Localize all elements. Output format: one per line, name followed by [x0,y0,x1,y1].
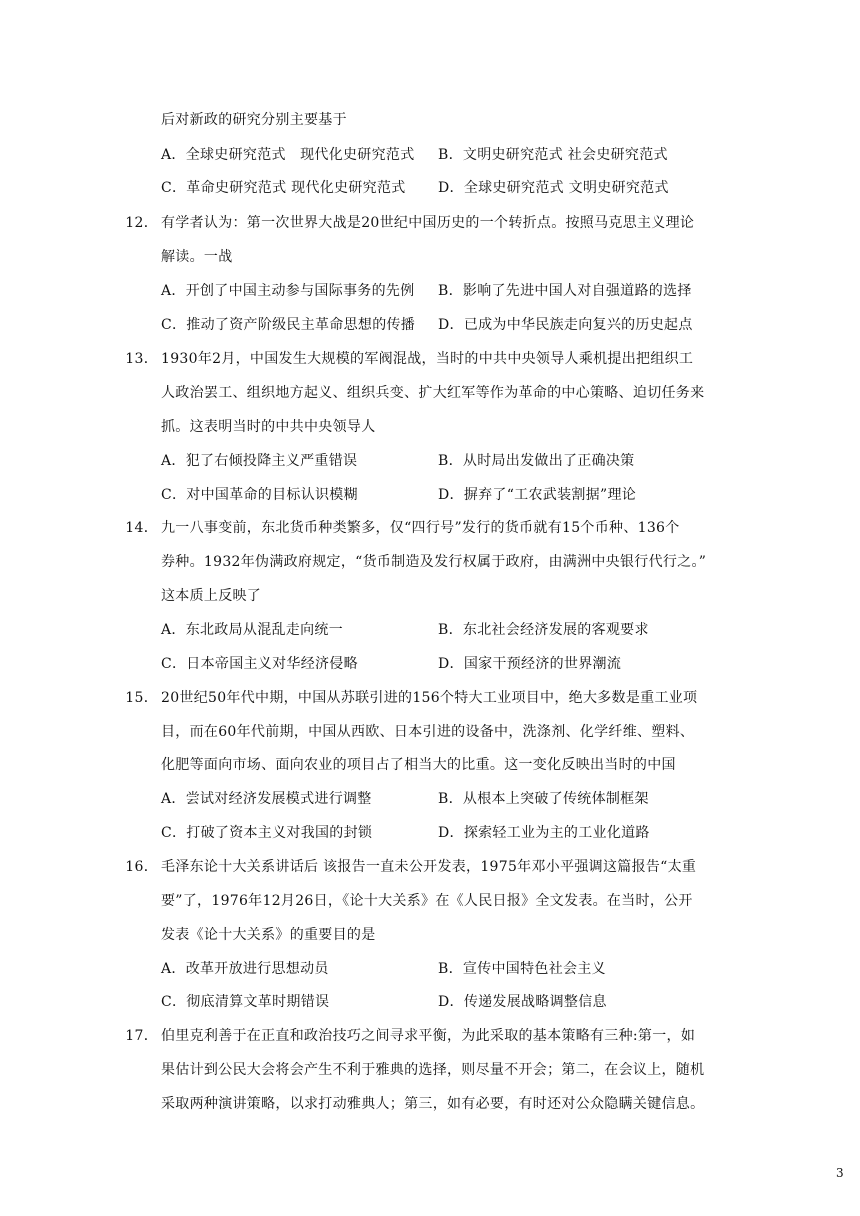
option-a: A．犯了右倾投降主义严重错误 [161,453,358,469]
question-stem-line: 券种。1932年伪满政府规定，“货币制造及发行权属于政府，由满洲中央银行代行之。” [161,554,707,570]
option-c: C．彻底清算文革时期错误 [161,994,330,1010]
option-a: A．全球史研究范式 现代化史研究范式 [161,147,415,163]
option-b: B．从根本上突破了传统体制框架 [438,791,649,807]
question-number: 13． [125,351,158,367]
question-stem-line: 化肥等面向市场、面向农业的项目占了相当大的比重。这一变化反映出当时的中国 [161,757,676,773]
option-d: D．传递发展战略调整信息 [438,994,607,1010]
option-b: B．文明史研究范式 社会史研究范式 [438,147,668,163]
question-number: 16． [125,859,158,875]
option-d: D．国家干预经济的世界潮流 [438,656,622,672]
option-a: A．改革开放进行思想动员 [161,961,329,977]
question-stem-line: 采取两种演讲策略，以求打动雅典人；第三，如有必要，有时还对公众隐瞒关键信息。 [161,1096,705,1112]
option-c: C．对中国革命的目标认识模糊 [161,487,358,503]
option-b: B．东北社会经济发展的客观要求 [438,622,649,638]
option-c: C．打破了资本主义对我国的封锁 [161,825,373,841]
page-number: 3 [836,1166,844,1180]
question-stem-line: 九一八事变前，东北货币种类繁多，仅“四行号”发行的货币就有15个币种、136个 [161,520,680,536]
question-number: 15． [125,690,158,706]
question-stem-line: 发表《论十大关系》的重要目的是 [161,927,376,943]
option-a: A．尝试对经济发展模式进行调整 [161,791,372,807]
question-stem-line: 解读。一战 [161,249,233,265]
question-number: 12． [125,215,158,231]
question-stem-line: 抓。这表明当时的中共中央领导人 [161,419,376,435]
question-stem-line: 这本质上反映了 [161,588,262,604]
question-stem-line: 伯里克利善于在正直和政治技巧之间寻求平衡，为此采取的基本策略有三种:第一，如 [161,1028,696,1044]
option-d: D．已成为中华民族走向复兴的历史起点 [438,317,693,333]
question-stem-line: 要”了，1976年12月26日，《论十大关系》在《人民日报》全文发表。在当时，公开 [161,893,693,909]
option-b: B．从时局出发做出了正确决策 [438,453,635,469]
option-d: D．摒弃了“工农武装割据”理论 [438,487,637,503]
option-a: A．开创了中国主动参与国际事务的先例 [161,283,415,299]
option-a: A．东北政局从混乱走向统一 [161,622,344,638]
question-stem-line: 20世纪50年代中期，中国从苏联引进的156个特大工业项目中，绝大多数是重工业项 [161,690,698,706]
option-b: B．宣传中国特色社会主义 [438,961,606,977]
question-number: 17． [125,1028,158,1044]
continuation-text: 后对新政的研究分别主要基于 [161,112,347,128]
question-number: 14． [125,520,158,536]
option-c: C．推动了资产阶级民主革命思想的传播 [161,317,416,333]
option-c: C．革命史研究范式 现代化史研究范式 [161,180,406,196]
option-d: D．探索轻工业为主的工业化道路 [438,825,650,841]
option-d: D．全球史研究范式 文明史研究范式 [438,180,669,196]
option-b: B．影响了先进中国人对自强道路的选择 [438,283,692,299]
option-c: C．日本帝国主义对华经济侵略 [161,656,358,672]
question-stem-line: 人政治罢工、组织地方起义、组织兵变、扩大红军等作为革命的中心策略、迫切任务来 [161,385,705,401]
question-stem-line: 有学者认为：第一次世界大战是20世纪中国历史的一个转折点。按照马克思主义理论 [161,215,695,231]
question-stem-line: 毛泽东论十大关系讲话后 该报告一直未公开发表，1975年邓小平强调这篇报告“太重 [161,859,697,875]
question-stem-line: 目，而在60年代前期，中国从西欧、日本引进的设备中，洗涤剂、化学纤维、塑料、 [161,724,695,740]
question-stem-line: 果估计到公民大会将会产生不利于雅典的选择，则尽量不开会；第二，在会议上，随机 [161,1062,705,1078]
question-stem-line: 1930年2月，中国发生大规模的军阀混战，当时的中共中央领导人乘机提出把组织工 [161,351,694,367]
